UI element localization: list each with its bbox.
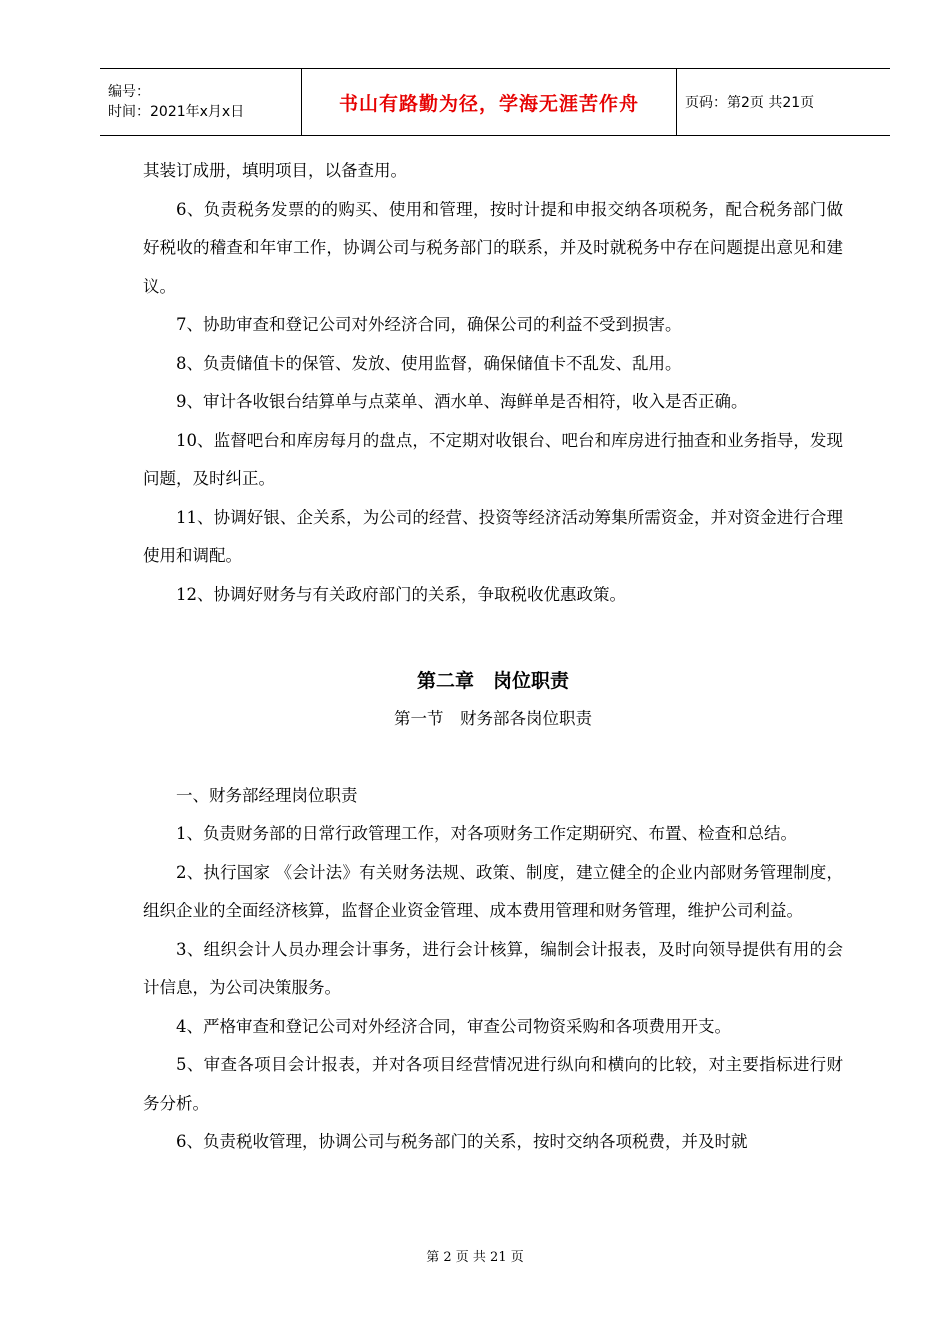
paragraph: 5、审查各项目会计报表，并对各项目经营情况进行纵向和横向的比较，对主要指标进行财务分析。 (143, 1055, 843, 1113)
section-title: 第一节 财务部各岗位职责 (394, 709, 592, 728)
paragraph: 11、协调好银、企关系，为公司的经营、投资等经济活动筹集所需资金，并对资金进行合理使用和调配。 (143, 507, 843, 565)
header-motto-cell (301, 69, 677, 135)
spacer (143, 739, 843, 777)
paragraph: 9、审计各收银台结算单与点菜单、酒水单、海鲜单是否相符，收入是否正确。 (176, 392, 748, 411)
page-code-text: 页码：第2页 共21页 (685, 95, 815, 111)
page-header (100, 68, 890, 136)
chapter-title: 第二章 岗位职责 (416, 670, 569, 692)
header-page-code (677, 69, 890, 135)
paragraph: 6、负责税务发票的的购买、使用和管理，按时计提和申报交纳各项税务，配合税务部门做好税收的稽查和年审工作，协调公司与税务部门的联系，并及时就税务中存在问题提出意见和建议。 (143, 199, 843, 296)
motto-text: 书山有路勤为径，学海无涯苦作舟 (338, 92, 639, 115)
document-body (143, 152, 843, 1162)
header-meta (100, 69, 301, 135)
paragraphs-before (143, 152, 843, 614)
paragraph: 其装订成册，填明项目，以备查用。 (143, 161, 407, 180)
paragraph: 12、协调好财务与有关政府部门的关系，争取税收优惠政策。 (176, 584, 626, 604)
number-label: 编号： (108, 84, 150, 100)
paragraph: 10、监督吧台和库房每月的盘点，不定期对收银台、吧台和库房进行抽查和业务指导，发现问题，及时纠正。 (143, 430, 843, 488)
paragraph: 3、组织会计人员办理会计事务，进行会计核算，编制会计报表，及时向领导提供有用的会计信息，为公司决策服务。 (143, 939, 843, 997)
time-label: 时间：2021年x月x日 (108, 104, 245, 120)
paragraph: 2、执行国家 《会计法》有关财务法规、政策、制度，建立健全的企业内部财务管理制度，组织企业的全面经济核算，监督企业资金管理、成本费用管理和财务管理，维护公司利益。 (143, 862, 843, 920)
paragraph: 1、负责财务部的日常行政管理工作，对各项财务工作定期研究、布置、检查和总结。 (176, 824, 797, 843)
paragraph: 一、财务部经理岗位职责 (176, 785, 358, 805)
paragraphs-after (143, 777, 843, 1162)
page-footer: 第 2 页 共 21 页 (426, 1250, 524, 1265)
paragraph: 7、协助审查和登记公司对外经济合同，确保公司的利益不受到损害。 (176, 315, 682, 334)
spacer (143, 614, 843, 662)
paragraph: 8、负责储值卡的保管、发放、使用监督，确保储值卡不乱发、乱用。 (176, 353, 682, 373)
paragraph: 4、严格审查和登记公司对外经济合同，审查公司物资采购和各项费用开支。 (176, 1016, 731, 1036)
paragraph: 6、负责税收管理，协调公司与税务部门的关系，按时交纳各项税费，并及时就 (176, 1132, 748, 1151)
